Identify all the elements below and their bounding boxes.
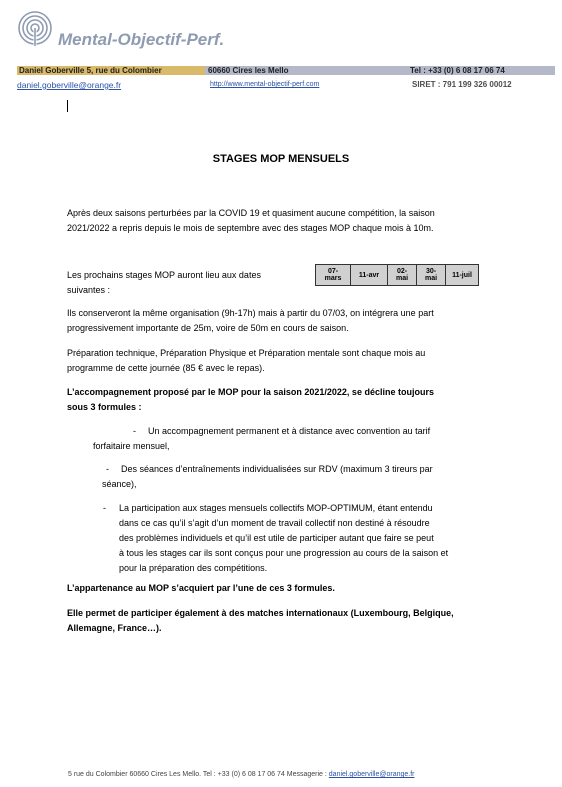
date-cell: 11-avr — [351, 265, 388, 286]
formule-2: Des séances d’entraînements individualisées sur RDV (maximum 3 tireurs par séance), — [102, 464, 433, 489]
header-email-link[interactable]: daniel.goberville@orange.fr — [17, 80, 122, 90]
text-cursor — [67, 100, 68, 112]
date-cell: 11-juil — [446, 265, 479, 286]
formule-1: Un accompagnement permanent et à distance avec convention au tarif forfaitaire mensuel, — [93, 426, 431, 451]
brand-name: Mental-Objectif-Perf. — [58, 30, 225, 49]
intro-paragraph: Après deux saisons perturbées par la COVID 19 et quasiment aucune compétition, la saison 2021/2022 a repris depuis le mois de septembre avec des stages MOP chaque mois à 10m. — [67, 208, 435, 233]
bullet-dash: - — [103, 503, 106, 513]
logo-labyrinth-icon — [17, 10, 53, 46]
formule-3: La participation aux stages mensuels collectifs MOP-OPTIMUM, étant entendu dans ce cas qu’il s’agit d’un moment de travail collectif non destiné à résoudre des problèmes individuels et qu’il est utile de participer autant que faire se peut à tous les stages car ils sont conçus pour une progression au cours de la saison et pour la préparation des compétitions. — [119, 503, 449, 573]
date-cell: 02- mai — [388, 265, 417, 286]
header-phone: Tel : +33 (0) 6 08 17 06 74 — [410, 66, 505, 75]
bullet-dash: - — [106, 464, 109, 474]
accompagnement-paragraph: L’accompagnement proposé par le MOP pour la saison 2021/2022, se décline toujours sous 3 formules : — [67, 387, 434, 412]
bullet-dash: - — [133, 426, 136, 436]
dates-table — [315, 264, 479, 286]
matches-paragraph: Elle permet de participer également à des matches internationaux (Luxembourg, Belgique, Allemagne, France…). — [67, 608, 454, 633]
organisation-paragraph: Ils conserveront la même organisation (9h-17h) mais à partir du 07/03, on intégrera une part progressivement importante de 25m, voire de 50m en cours de saison. — [67, 308, 434, 333]
appartenance-paragraph: L’appartenance au MOP s’acquiert par l’une de ces 3 formules. — [67, 583, 335, 593]
date-cell: 30- mai — [417, 265, 446, 286]
footer-email-link[interactable]: daniel.goberville@orange.fr — [328, 771, 415, 778]
footer-text: 5 rue du Colombier 60660 Cires Les Mello. Tel : +33 (0) 6 08 17 06 74 Messagerie : — [68, 771, 329, 778]
date-cell: 07- mars — [316, 265, 351, 286]
preparation-paragraph: Préparation technique, Préparation Physique et Préparation mentale sont chaque mois au programme de cette journée (85 € avec le repas). — [67, 348, 426, 373]
header-city: 60660 Cires les Mello — [208, 66, 289, 75]
dates-paragraph: Les prochains stages MOP auront lieu aux dates suivantes : — [67, 270, 261, 295]
header-siret: SIRET : 791 199 326 00012 — [412, 80, 512, 89]
header-address: Daniel Goberville 5, rue du Colombier — [19, 66, 162, 75]
footer — [68, 771, 415, 778]
document-title: STAGES MOP MENSUELS — [212, 153, 350, 165]
header-website-link[interactable]: http://www.mental-objectif-perf.com — [210, 81, 320, 88]
